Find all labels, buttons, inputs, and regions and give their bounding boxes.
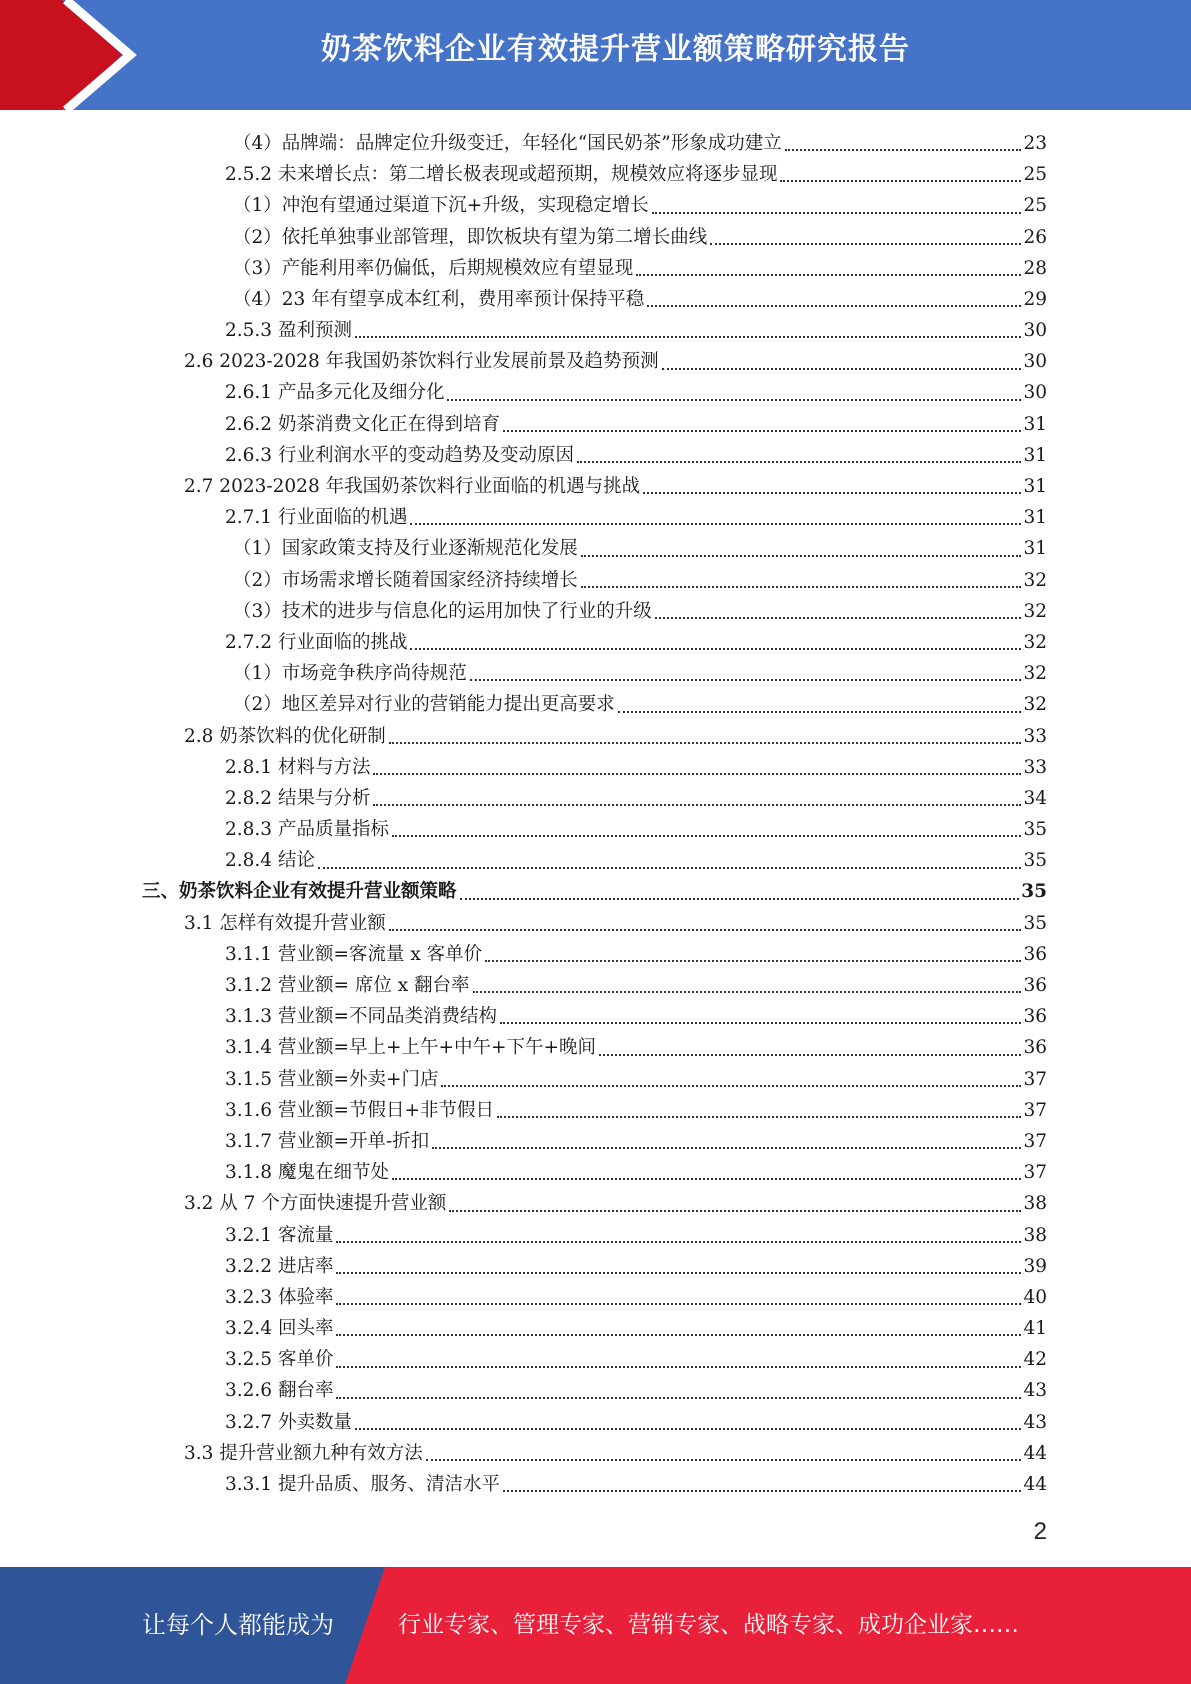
toc-entry[interactable] [0,783,1191,814]
toc-dot-leader [432,1147,1021,1149]
toc-entry[interactable] [0,253,1191,284]
toc-entry[interactable] [0,190,1191,221]
toc-entry[interactable] [0,1157,1191,1188]
toc-entry-page: 23 [1023,132,1047,154]
toc-dot-leader [647,305,1021,307]
toc-entry-page: 25 [1023,164,1047,186]
footer-slogan-left: 让每个人都能成为 [142,1611,334,1639]
toc-entry-title: 3.2.7 外卖数量 [225,1411,352,1433]
toc-entry-title: 2.8.3 产品质量指标 [225,819,389,841]
toc-entry-page: 36 [1023,975,1047,997]
footer-slogan-right: 行业专家、管理专家、营销专家、战略专家、成功企业家…… [398,1612,1019,1638]
page-footer [0,1567,1191,1684]
toc-dot-leader [500,1022,1021,1024]
toc-dot-leader [355,1428,1022,1430]
toc-entry-page: 30 [1023,351,1047,373]
toc-entry[interactable] [0,1126,1191,1157]
toc-entry-title: （1）市场竞争秩序尚待规范 [233,663,467,685]
page-header [0,0,1191,110]
toc-entry[interactable] [0,1469,1191,1500]
toc-entry[interactable] [0,1438,1191,1469]
toc-entry-page: 29 [1023,288,1047,310]
toc-entry-title: 2.5.2 未来增长点：第二增长极表现或超预期，规模效应将逐步显现 [225,164,778,186]
toc-dot-leader [503,1490,1021,1492]
toc-entry-page: 25 [1023,195,1047,217]
toc-entry[interactable] [0,222,1191,253]
toc-entry-page: 31 [1023,476,1047,498]
toc-entry[interactable] [0,721,1191,752]
toc-entry-page: 37 [1023,1130,1047,1152]
toc-entry-title: （3）产能利用率仍偏低，后期规模效应有望显现 [233,257,634,279]
toc-entry-title: （4）23 年有望享成本红利，费用率预计保持平稳 [233,288,645,310]
toc-entry-page: 26 [1023,226,1047,248]
toc-dot-leader [485,960,1021,962]
toc-entry[interactable] [0,1001,1191,1032]
toc-entry-page: 43 [1023,1411,1047,1433]
toc-entry[interactable] [0,378,1191,409]
toc-entry-title: 3.2.5 客单价 [225,1349,334,1371]
toc-entry[interactable] [0,1407,1191,1438]
toc-entry-page: 32 [1023,694,1047,716]
toc-dot-leader [441,1085,1021,1087]
toc-dot-leader [392,835,1021,837]
toc-entry[interactable] [0,284,1191,315]
toc-entry-page: 42 [1023,1349,1047,1371]
toc-entry-page: 31 [1023,507,1047,529]
toc-entry[interactable] [0,471,1191,502]
toc-entry[interactable] [0,845,1191,876]
toc-entry-page: 37 [1023,1162,1047,1184]
toc-dot-leader [318,867,1022,869]
toc-entry-page: 39 [1023,1255,1047,1277]
toc-entry-page: 40 [1023,1286,1047,1308]
toc-entry-page: 38 [1023,1224,1047,1246]
toc-entry-page: 34 [1023,787,1047,809]
toc-dot-leader [599,1054,1021,1056]
toc-dot-leader [336,1303,1021,1305]
toc-entry-title: 2.6.3 行业利润水平的变动趋势及变动原因 [225,444,574,466]
toc-dot-leader [336,1397,1021,1399]
toc-dot-leader [336,1366,1021,1368]
toc-dot-leader [373,804,1021,806]
toc-entry[interactable] [0,1313,1191,1344]
toc-entry[interactable] [0,689,1191,720]
toc-entry-page: 31 [1023,444,1047,466]
toc-entry-page: 36 [1023,1037,1047,1059]
toc-entry-page: 37 [1023,1068,1047,1090]
toc-dot-leader [577,461,1021,463]
toc-entry-page: 35 [1023,819,1047,841]
toc-dot-leader [497,1116,1021,1118]
toc-entry[interactable] [0,1188,1191,1219]
toc-entry[interactable] [0,440,1191,471]
toc-entry-page: 44 [1023,1474,1047,1496]
toc-entry[interactable] [0,970,1191,1001]
toc-dot-leader [618,711,1022,713]
toc-dot-leader [460,898,1020,900]
toc-entry[interactable] [0,1095,1191,1126]
toc-entry-page: 43 [1023,1380,1047,1402]
toc-entry-page: 32 [1023,663,1047,685]
toc-entry-title: 2.7 2023-2028 年我国奶茶饮料行业面临的机遇与挑战 [184,476,641,498]
toc-entry-title: 2.8.4 结论 [225,850,315,872]
toc-entry[interactable] [0,658,1191,689]
toc-dot-leader [410,648,1021,650]
toc-entry-title: 3.2.1 客流量 [225,1224,334,1246]
page-number: 2 [1033,1518,1047,1545]
toc-entry-title: 2.7.2 行业面临的挑战 [225,631,408,653]
toc-entry[interactable] [0,939,1191,970]
toc-entry[interactable] [0,502,1191,533]
toc-dot-leader [355,336,1022,338]
toc-entry-title: （2）依托单独事业部管理，即饮板块有望为第二增长曲线 [233,226,708,248]
toc-entry-page: 33 [1023,725,1047,747]
report-title: 奶茶饮料企业有效提升营业额策略研究报告 [321,32,910,67]
toc-entry[interactable] [0,596,1191,627]
toc-dot-leader [447,399,1021,401]
toc-entry-title: 2.7.1 行业面临的机遇 [225,507,408,529]
toc-entry-title: 3.1 怎样有效提升营业额 [184,912,386,934]
toc-entry[interactable] [0,1344,1191,1375]
toc-entry[interactable] [0,315,1191,346]
toc-entry-page: 31 [1023,413,1047,435]
toc-entry[interactable] [0,565,1191,596]
toc-dot-leader [449,1210,1021,1212]
toc-dot-leader [780,180,1021,182]
toc-dot-leader [655,617,1022,619]
toc-entry-title: 2.8 奶茶饮料的优化研制 [184,725,386,747]
toc-dot-leader [503,430,1021,432]
toc-entry-page: 33 [1023,756,1047,778]
toc-dot-leader [652,212,1022,214]
toc-entry-title: 3.1.2 营业额= 席位 x 翻台率 [225,975,470,997]
toc-entry-title: 三、奶茶饮料企业有效提升营业额策略 [142,881,457,903]
toc-dot-leader [581,555,1022,557]
toc-entry-title: 2.5.3 盈利预测 [225,320,352,342]
toc-entry-page: 32 [1023,569,1047,591]
toc-dot-leader [389,929,1022,931]
toc-dot-leader [336,1272,1021,1274]
toc-entry[interactable] [0,346,1191,377]
toc-dot-leader [643,492,1021,494]
toc-entry[interactable] [0,1220,1191,1251]
toc-entry-title: 2.6.1 产品多元化及细分化 [225,382,445,404]
toc-entry-title: 3.3 提升营业额九种有效方法 [184,1442,423,1464]
toc-entry[interactable] [0,752,1191,783]
toc-entry-title: （4）品牌端：品牌定位升级变迁，年轻化“国民奶茶”形象成功建立 [233,132,782,154]
toc-entry[interactable] [0,1251,1191,1282]
toc-entry[interactable] [0,409,1191,440]
toc-entry-title: 3.2 从 7 个方面快速提升营业额 [184,1193,447,1215]
table-of-contents [0,128,1191,1500]
toc-entry-page: 32 [1023,631,1047,653]
toc-entry-page: 35 [1023,850,1047,872]
toc-entry-title: 3.2.4 回头率 [225,1318,334,1340]
toc-entry-page: 31 [1023,538,1047,560]
toc-entry-title: （2）市场需求增长随着国家经济持续增长 [233,569,578,591]
header-chevron-graphic [0,0,150,110]
toc-entry-page: 36 [1023,943,1047,965]
toc-entry-title: （2）地区差异对行业的营销能力提出更高要求 [233,694,615,716]
toc-dot-leader [336,1241,1021,1243]
toc-entry[interactable] [0,128,1191,159]
toc-entry[interactable] [0,159,1191,190]
toc-entry-page: 36 [1023,1006,1047,1028]
toc-entry-page: 37 [1023,1099,1047,1121]
toc-entry-title: 3.1.1 营业额=客流量 x 客单价 [225,943,483,965]
toc-entry-page: 35 [1023,912,1047,934]
toc-entry-page: 35 [1021,881,1047,903]
toc-entry-title: 3.1.5 营业额=外卖+门店 [225,1068,439,1090]
toc-entry-title: （3）技术的进步与信息化的运用加快了行业的升级 [233,600,652,622]
toc-entry[interactable] [0,1064,1191,1095]
toc-dot-leader [389,742,1022,744]
toc-entry-title: 3.1.4 营业额=早上+上午+中午+下午+晚间 [225,1037,596,1059]
toc-entry-title: 2.6 2023-2028 年我国奶茶饮料行业发展前景及趋势预测 [184,351,659,373]
toc-entry[interactable] [0,1032,1191,1063]
toc-entry-title: 3.3.1 提升品质、服务、清洁水平 [225,1474,500,1496]
toc-dot-leader [470,679,1022,681]
toc-entry-title: 3.2.6 翻台率 [225,1380,334,1402]
toc-dot-leader [336,1334,1021,1336]
toc-dot-leader [410,523,1021,525]
toc-dot-leader [581,586,1022,588]
toc-entry-title: 3.2.2 进店率 [225,1255,334,1277]
toc-entry-page: 28 [1023,257,1047,279]
toc-entry-title: 2.8.2 结果与分析 [225,787,371,809]
toc-entry[interactable] [0,1282,1191,1313]
toc-dot-leader [636,274,1021,276]
toc-entry-page: 30 [1023,382,1047,404]
toc-entry-page: 30 [1023,320,1047,342]
toc-entry-title: 2.6.2 奶茶消费文化正在得到培育 [225,413,500,435]
toc-entry-title: （1）冲泡有望通过渠道下沉+升级，实现稳定增长 [233,195,649,217]
toc-entry-page: 41 [1023,1318,1047,1340]
toc-dot-leader [710,243,1021,245]
toc-entry-title: 3.2.3 体验率 [225,1286,334,1308]
toc-entry[interactable] [0,877,1191,908]
toc-dot-leader [426,1459,1022,1461]
toc-entry-title: 2.8.1 材料与方法 [225,756,371,778]
toc-entry-title: 3.1.6 营业额=节假日+非节假日 [225,1099,494,1121]
toc-dot-leader [473,991,1022,993]
toc-entry-page: 32 [1023,600,1047,622]
toc-entry-title: 3.1.7 营业额=开单-折扣 [225,1130,430,1152]
toc-entry-title: 3.1.8 魔鬼在细节处 [225,1162,389,1184]
toc-entry[interactable] [0,533,1191,564]
toc-entry[interactable] [0,908,1191,939]
toc-entry-page: 38 [1023,1193,1047,1215]
toc-entry[interactable] [0,814,1191,845]
toc-entry[interactable] [0,627,1191,658]
toc-entry-title: 3.1.3 营业额=不同品类消费结构 [225,1006,497,1028]
toc-dot-leader [373,773,1021,775]
toc-entry-title: （1）国家政策支持及行业逐渐规范化发展 [233,538,578,560]
toc-dot-leader [785,149,1022,151]
toc-dot-leader [662,368,1022,370]
toc-entry[interactable] [0,1376,1191,1407]
toc-entry-page: 44 [1023,1442,1047,1464]
toc-dot-leader [392,1178,1021,1180]
